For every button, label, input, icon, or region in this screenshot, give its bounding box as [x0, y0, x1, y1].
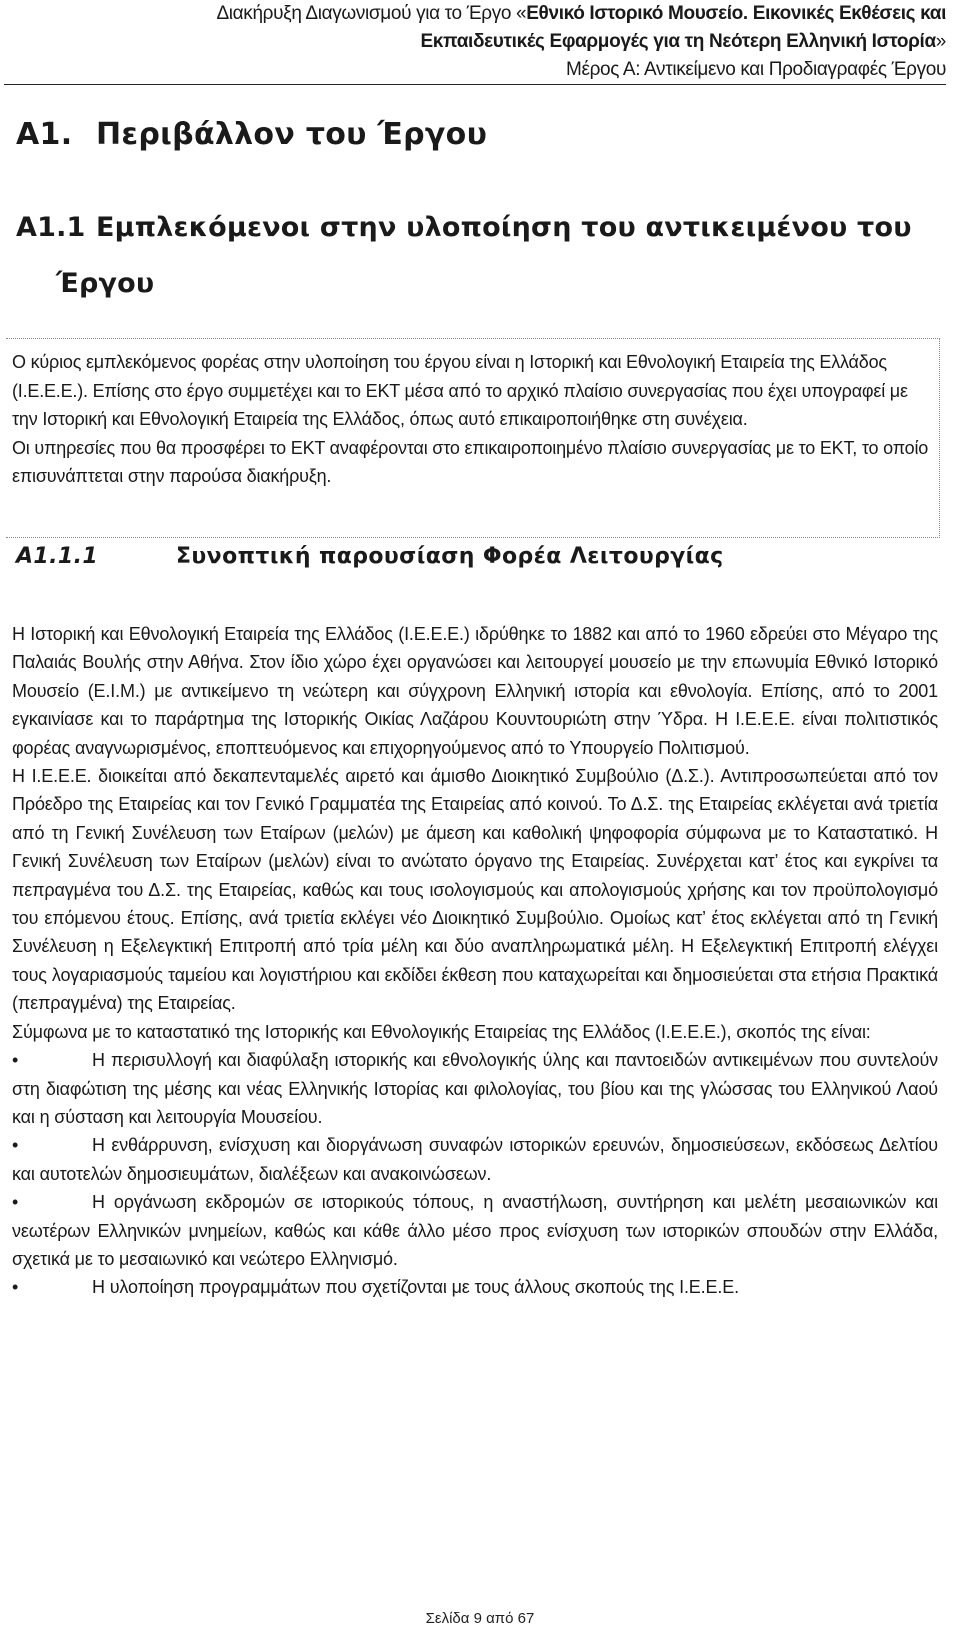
bullet-icon: •: [12, 1192, 19, 1213]
body-paragraph-3: Σύμφωνα με το καταστατικό της Ιστορικής και Εθνολογικής Εταιρείας της Ελλάδος (Ι.Ε.Ε.Ε.), σκοπός της είναι:: [12, 1021, 871, 1042]
subsection-heading: [16, 200, 912, 312]
header-project-title-part1: Εθνικό Ιστορικό Μουσείο. Εικονικές Εκθέσεις και: [526, 3, 946, 24]
section-heading: [16, 117, 487, 152]
subsubsection-heading: [16, 544, 724, 569]
body-text: [12, 620, 938, 1302]
intro-text: [12, 348, 938, 491]
subsection-title-continued: Έργου: [56, 268, 155, 299]
bullet-icon: •: [12, 1277, 19, 1298]
page-number: Σελίδα 9 από 67: [425, 1610, 535, 1627]
list-item-text: Η περισυλλογή και διαφύλαξη ιστορικής και εθνολογικής ύλης και παντοειδών αντικειμένων που συντελούν στη διαφώτιση της μέσης και νέας Ελληνικής Ιστορίας και φιλολογίας, του βίου και της γλώσσας του Ελληνικού Λαού και η σύσταση και λειτουργία Μουσείου.: [12, 1050, 938, 1127]
bullet-icon: •: [12, 1135, 19, 1156]
body-paragraph-1: Η Ιστορική και Εθνολογική Εταιρεία της Ελλάδος (Ι.Ε.Ε.Ε.) ιδρύθηκε το 1882 και από το 1960 εδρεύει στο Μέγαρο της Παλαιάς Βουλής στην Αθήνα. Στον ίδιο χώρο έχει οργανώσει και λειτουργεί μουσείο με την επωνυμία Εθνικό Ιστορικό Μουσείο (Ε.Ι.Μ.) με αντικείμενο τη νεώτερη και σύγχρονη Ελληνική ιστορία και εθνολογία. Επίσης, από το 2001 εγκαινίασε και το παράρτημα της Ιστορικής Οικίας Λαζάρου Κουντουριώτη στην Ύδρα. Η Ι.Ε.Ε.Ε. είναι πολιτιστικός φορέας αναγνωρισμένος, εποπτευόμενος και επιχορηγούμενος από το Υπουργείο Πολιτισμού.: [12, 624, 938, 758]
subsection-number: Α1.1: [16, 212, 86, 243]
header-line-2: [0, 28, 946, 56]
header-line-1: [0, 0, 946, 28]
subsubsection-number: Α1.1.1: [16, 544, 99, 569]
intro-paragraph-1: Ο κύριος εμπλεκόμενος φορέας στην υλοποίηση του έργου είναι η Ιστορική και Εθνολογική Εταιρεία της Ελλάδος (Ι.Ε.Ε.Ε.). Επίσης στο έργο συμμετέχει και το ΕΚΤ μέσα από το αρχικό πλαίσιο συνεργασίας που έχει υπογραφεί με την Ιστορική και Εθνολογική Εταιρεία της Ελλάδος, όπως αυτό επικαιροποιήθηκε στη συνέχεια.: [12, 352, 908, 430]
intro-paragraph-2: Οι υπηρεσίες που θα προσφέρει το ΕΚΤ αναφέρονται στο επικαιροποιημένο πλαίσιο συνεργασίας με το ΕΚΤ, το οποίο επισυνάπτεται στην παρούσα διακήρυξη.: [12, 437, 929, 487]
list-item-text: Η ενθάρρυνση, ενίσχυση και διοργάνωση συναφών ιστορικών ερευνών, δημοσιεύσεων, εκδόσεως Δελτίου και αυτοτελών δημοσιευμάτων, διαλέξεων και ανακοινώσεων.: [12, 1135, 938, 1184]
body-paragraph-2: Η Ι.Ε.Ε.Ε. διοικείται από δεκαπενταμελές αιρετό και άμισθο Διοικητικό Συμβούλιο (Δ.Σ.). Αντιπροσωπεύεται από τον Πρόεδρο της Εταιρείας και τον Γενικό Γραμματέα της Εταιρείας από κοινού. Το Δ.Σ. της Εταιρείας εκλέγεται ανά τριετία από τη Γενική Συνέλευση των Εταίρων (μελών) με άμεση και καθολική ψηφοφορία σύμφωνα με το Καταστατικό. Η Γενική Συνέλευση των Εταίρων (μελών) είναι το ανώτατο όργανο της Εταιρείας. Συνέρχεται κατ’ έτος και εγκρίνει τα πεπραγμένα του Δ.Σ. της Εταιρείας, καθώς και τους ισολογισμούς και απολογισμούς χρήσης και τον προϋπολογισμό του επόμενου έτους. Επίσης, ανά τριετία εκλέγει νέο Διοικητικό Συμβούλιο. Ομοίως κατ’ έτος εκλέγεται από τη Γενική Συνέλευση η Εξελεγκτική Επιτροπή από τρία μέλη και δύο αναπληρωματικά μέλη. Η Εξελεγκτική Επιτροπή ελέγχει τους λογαριασμούς ταμείου και λογιστήριου και εκδίδει έκθεση που καταχωρείται και δημοσιεύεται στα ετήσια Πρακτικά (πεπραγμένα) της Εταιρείας.: [12, 766, 938, 1014]
page-header: [0, 0, 946, 84]
list-item-text: Η οργάνωση εκδρομών σε ιστορικούς τόπους, η αναστήλωση, συντήρηση και μελέτη μεσαιωνικών και νεωτέρων Ελληνικών μνημείων, καθώς και κάθε άλλο μέσο προς ενίσχυση των ιστορικών σπουδών στην Ελλάδα, σχετικά με το μεσαιωνικό και νεώτερο Ελληνισμό.: [12, 1192, 938, 1269]
header-line-2-suffix: »: [935, 31, 946, 52]
section-title: Περιβάλλον του Έργου: [96, 117, 488, 152]
bullet-icon: •: [12, 1050, 19, 1071]
header-line-1-prefix: Διακήρυξη Διαγωνισμού για το Έργο «: [216, 3, 527, 24]
header-project-title-part2: Εκπαιδευτικές Εφαρμογές για τη Νεότερη Ελληνική Ιστορία: [420, 31, 936, 52]
subsection-title: Εμπλεκόμενοι στην υλοποίηση του αντικειμένου του: [96, 212, 912, 243]
list-item: [12, 1046, 938, 1131]
list-item: [12, 1273, 938, 1301]
subsubsection-title: Συνοπτική παρουσίαση Φορέα Λειτουργίας: [176, 544, 724, 569]
section-number: Α1.: [16, 117, 73, 152]
list-item: [12, 1131, 938, 1188]
header-part-label: Μέρος Α: Αντικείμενο και Προδιαγραφές Έργου: [565, 59, 946, 80]
header-divider: [4, 84, 946, 85]
list-item: [12, 1188, 938, 1273]
list-item-text: Η υλοποίηση προγραμμάτων που σχετίζονται με τους άλλους σκοπούς της Ι.Ε.Ε.Ε.: [92, 1277, 739, 1298]
